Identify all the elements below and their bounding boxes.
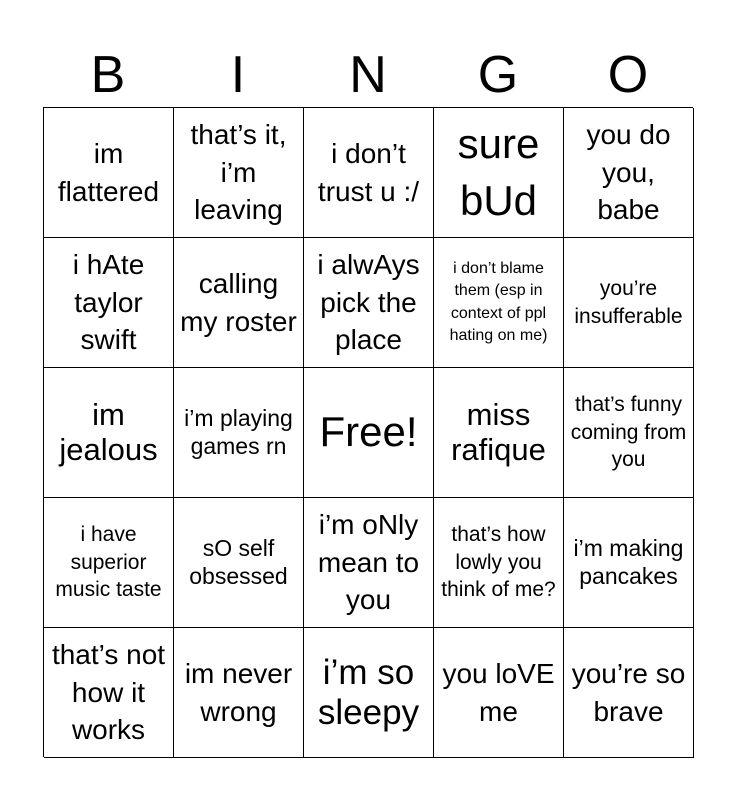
bingo-cell[interactable]: calling my roster bbox=[174, 238, 304, 368]
header-letter-o: O bbox=[607, 46, 649, 104]
bingo-cell[interactable]: i don’t trust u :/ bbox=[304, 108, 434, 238]
bingo-cell[interactable]: i’m oNly mean to you bbox=[304, 498, 434, 628]
bingo-cell[interactable]: that’s funny coming from you bbox=[564, 368, 694, 498]
bingo-cell[interactable]: i have superior music taste bbox=[44, 498, 174, 628]
header-letter-g: G bbox=[477, 46, 519, 104]
bingo-cell[interactable]: you’re insufferable bbox=[564, 238, 694, 368]
bingo-cell[interactable]: sO self obsessed bbox=[174, 498, 304, 628]
bingo-cell[interactable]: you loVE me bbox=[434, 628, 564, 758]
bingo-grid bbox=[43, 107, 693, 757]
bingo-cell[interactable]: i’m so sleepy bbox=[304, 628, 434, 758]
bingo-cell[interactable]: i’m making pancakes bbox=[564, 498, 694, 628]
bingo-cell[interactable]: i hAte taylor swift bbox=[44, 238, 174, 368]
bingo-cell[interactable]: that’s how lowly you think of me? bbox=[434, 498, 564, 628]
bingo-cell[interactable]: i alwAys pick the place bbox=[304, 238, 434, 368]
bingo-header bbox=[43, 44, 693, 106]
bingo-cell[interactable]: that’s it, i’m leaving bbox=[174, 108, 304, 238]
bingo-cell[interactable]: im flattered bbox=[44, 108, 174, 238]
bingo-cell[interactable]: that’s not how it works bbox=[44, 628, 174, 758]
bingo-cell[interactable]: im never wrong bbox=[174, 628, 304, 758]
bingo-cell[interactable]: you’re so brave bbox=[564, 628, 694, 758]
free-space-cell[interactable]: Free! bbox=[304, 368, 434, 498]
header-letter-i: I bbox=[230, 46, 246, 104]
bingo-cell[interactable]: you do you, babe bbox=[564, 108, 694, 238]
bingo-cell[interactable]: im jealous bbox=[44, 368, 174, 498]
bingo-cell[interactable]: sure bUd bbox=[434, 108, 564, 238]
bingo-cell[interactable]: miss rafique bbox=[434, 368, 564, 498]
bingo-cell[interactable]: i’m playing games rn bbox=[174, 368, 304, 498]
header-letter-n: N bbox=[349, 46, 387, 104]
header-letter-b: B bbox=[90, 46, 126, 104]
bingo-cell[interactable]: i don’t blame them (esp in context of ppl hating on me) bbox=[434, 238, 564, 368]
